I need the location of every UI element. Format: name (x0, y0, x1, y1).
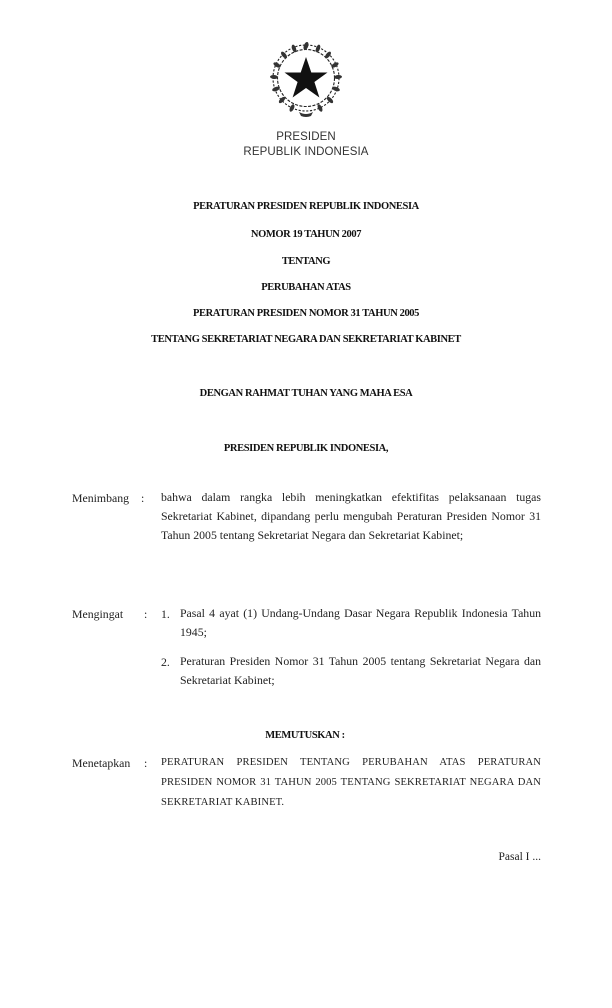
mengingat-item-1-text: Pasal 4 ayat (1) Undang-Undang Dasar Negara Republik Indonesia Tahun 1945; (180, 606, 541, 640)
mengingat-label: Mengingat (72, 607, 124, 621)
regulation-number: NOMOR 19 TAHUN 2007 (250, 229, 362, 240)
regulation-tentang: TENTANG (281, 256, 331, 267)
page-continuation: Pasal I ... (498, 851, 541, 863)
menimbang-colon: : (141, 491, 145, 505)
regulation-subject-3: TENTANG SEKRETARIAT NEGARA DAN SEKRETARIAT KABINET (151, 334, 461, 345)
menimbang-text: bahwa dalam rangka lebih meningkatkan efektifitas pelaksanaan tugas Sekretariat Kabinet, dipandang perlu mengubah Peraturan Presiden Nomor 31 Tahun 2005 tentang Sekretariat Negara dan Sekretariat Kabinet; (161, 490, 541, 543)
garuda-emblem-icon (266, 40, 346, 120)
memutuskan-heading: MEMUTUSKAN : (265, 730, 345, 741)
letterhead-republik-indonesia: REPUBLIK INDONESIA (243, 146, 369, 158)
mengingat-item-1-number: 1. (161, 607, 170, 621)
regulation-subject-1: PERUBAHAN ATAS (261, 282, 351, 293)
menimbang-label: Menimbang (72, 491, 130, 505)
blessing-line: DENGAN RAHMAT TUHAN YANG MAHA ESA (199, 388, 413, 399)
mengingat-colon: : (144, 607, 148, 621)
menetapkan-colon: : (144, 756, 148, 770)
authority-line: PRESIDEN REPUBLIK INDONESIA, (223, 443, 389, 454)
menetapkan-label: Menetapkan (72, 756, 131, 770)
mengingat-item-2-text: Peraturan Presiden Nomor 31 Tahun 2005 tentang Sekretariat Negara dan Sekretariat Kabinet; (180, 654, 541, 688)
regulation-subject-2: PERATURAN PRESIDEN NOMOR 31 TAHUN 2005 (192, 308, 420, 319)
menetapkan-text: PERATURAN PRESIDEN TENTANG PERUBAHAN ATAS PERATURAN PRESIDEN NOMOR 31 TAHUN 2005 TENTANG SEKRETARIAT NEGARA DAN SEKRETARIAT KABINET. (161, 757, 541, 808)
regulation-title: PERATURAN PRESIDEN REPUBLIK INDONESIA (193, 201, 419, 212)
letterhead-presiden: PRESIDEN (276, 131, 336, 143)
mengingat-item-2-number: 2. (161, 655, 170, 669)
